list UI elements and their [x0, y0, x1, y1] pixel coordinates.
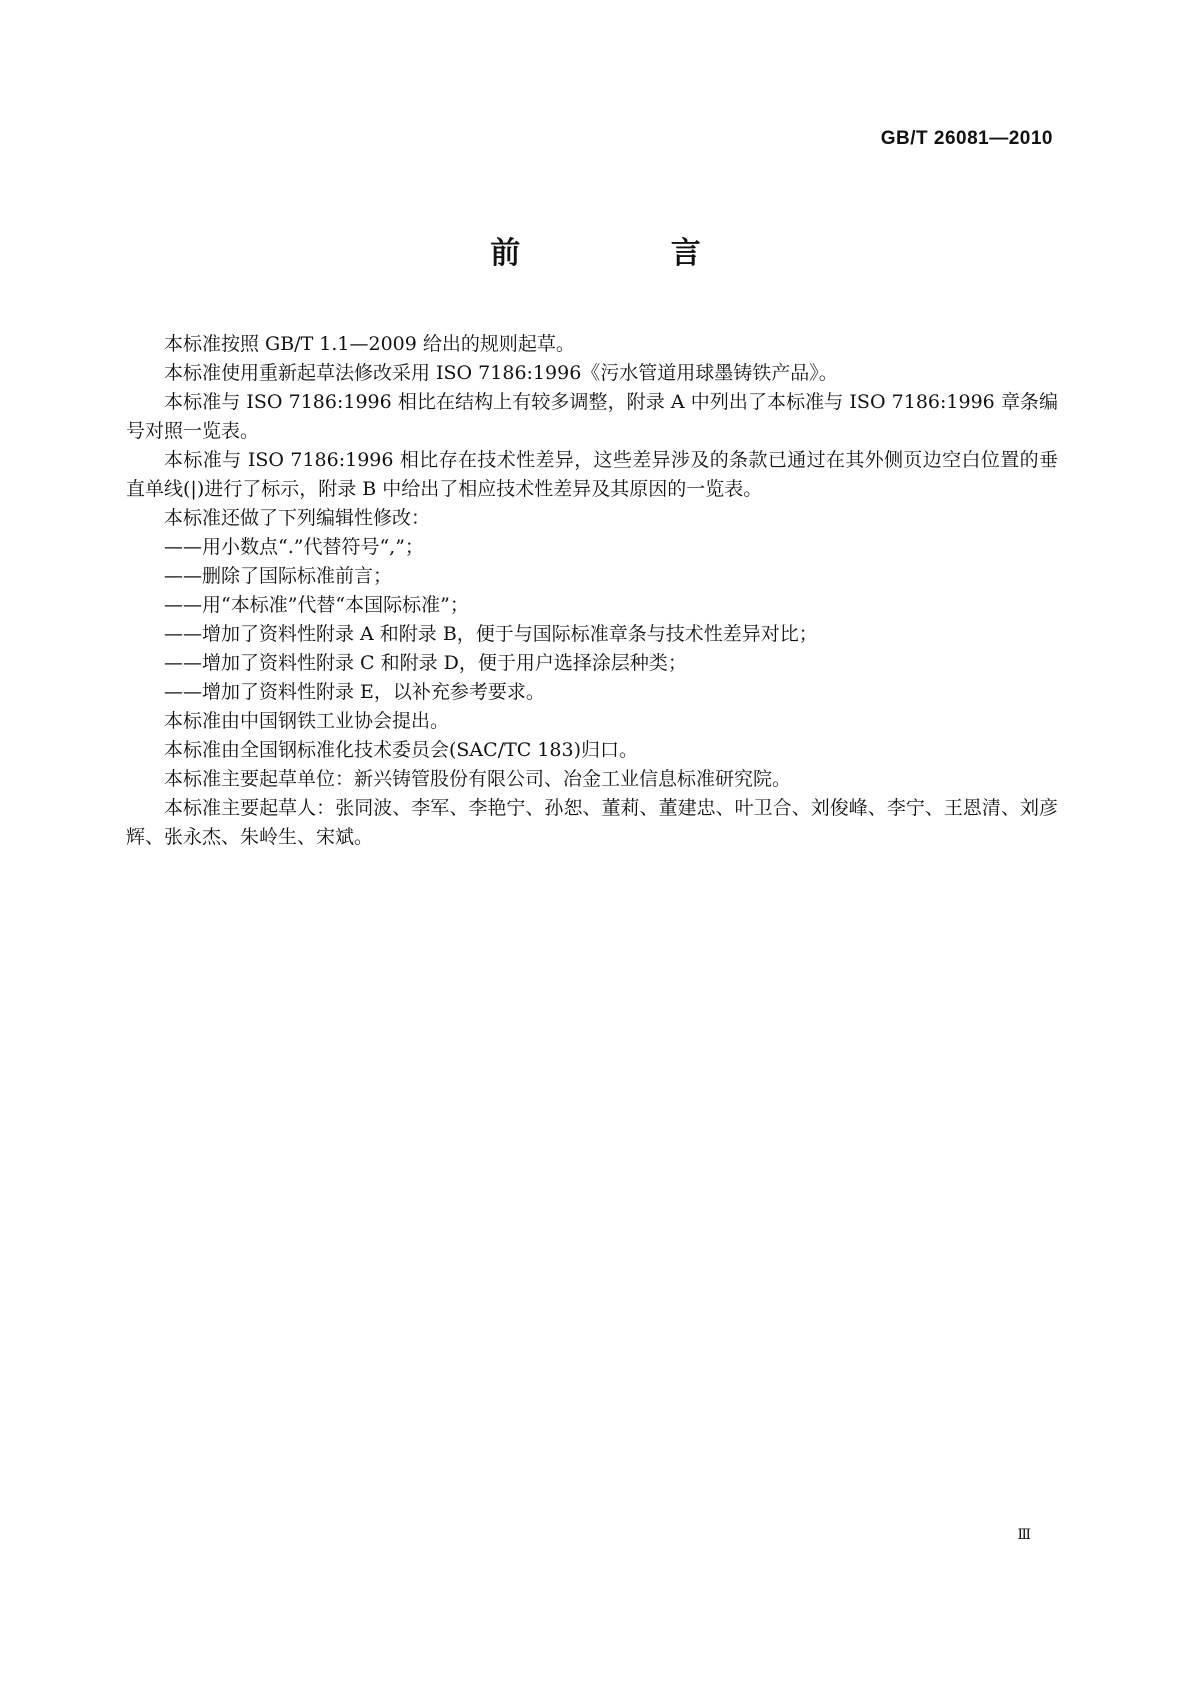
paragraph-editorial-intro: 本标准还做了下列编辑性修改：: [164, 507, 431, 529]
edit-item: ——增加了资料性附录 E，以补充参考要求。: [164, 681, 545, 703]
page-title: 前 言: [490, 236, 771, 271]
paragraph-drafting-rules: 本标准按照 GB/T 1.1—2009 给出的规则起草。: [164, 333, 575, 355]
edit-item: ——增加了资料性附录 C 和附录 D，便于用户选择涂层种类；: [164, 652, 687, 674]
edit-item: ——增加了资料性附录 A 和附录 B，便于与国际标准章条与技术性差异对比；: [164, 623, 818, 645]
edit-item: ——删除了国际标准前言；: [164, 565, 393, 587]
standard-number: GB/T 26081—2010: [880, 128, 1053, 149]
paragraph-adoption-method: 本标准使用重新起草法修改采用 ISO 7186:1996《污水管道用球墨铸铁产品》。: [164, 362, 838, 384]
paragraph-technical-differences: 本标准与 ISO 7186:1996 相比存在技术性差异，这些差异涉及的条款已通过在其外侧页边空白位置的垂直单线(|)进行了标示，附录 B 中给出了相应技术性差异及其原因的一览表。: [126, 449, 1058, 500]
edit-item: ——用“本标准”代替“本国际标准”；: [164, 594, 469, 616]
paragraph-technical-committee: 本标准由全国钢标准化技术委员会(SAC/TC 183)归口。: [164, 739, 639, 761]
page-number: Ⅲ: [1017, 1528, 1031, 1543]
paragraph-drafters: 本标准主要起草人：张同波、李军、李艳宁、孙恕、董莉、董建忠、叶卫合、刘俊峰、李宁、王恩清、刘彦辉、张永杰、朱岭生、宋斌。: [126, 797, 1058, 848]
paragraph-drafting-units: 本标准主要起草单位：新兴铸管股份有限公司、冶金工业信息标准研究院。: [164, 768, 792, 790]
paragraph-structure-changes: 本标准与 ISO 7186:1996 相比在结构上有较多调整，附录 A 中列出了本标准与 ISO 7186:1996 章条编号对照一览表。: [126, 391, 1058, 442]
foreword-body: [126, 330, 1058, 852]
paragraph-proposer: 本标准由中国钢铁工业协会提出。: [164, 710, 450, 732]
edit-item: ——用小数点“.”代替符号“,”；: [164, 536, 424, 558]
